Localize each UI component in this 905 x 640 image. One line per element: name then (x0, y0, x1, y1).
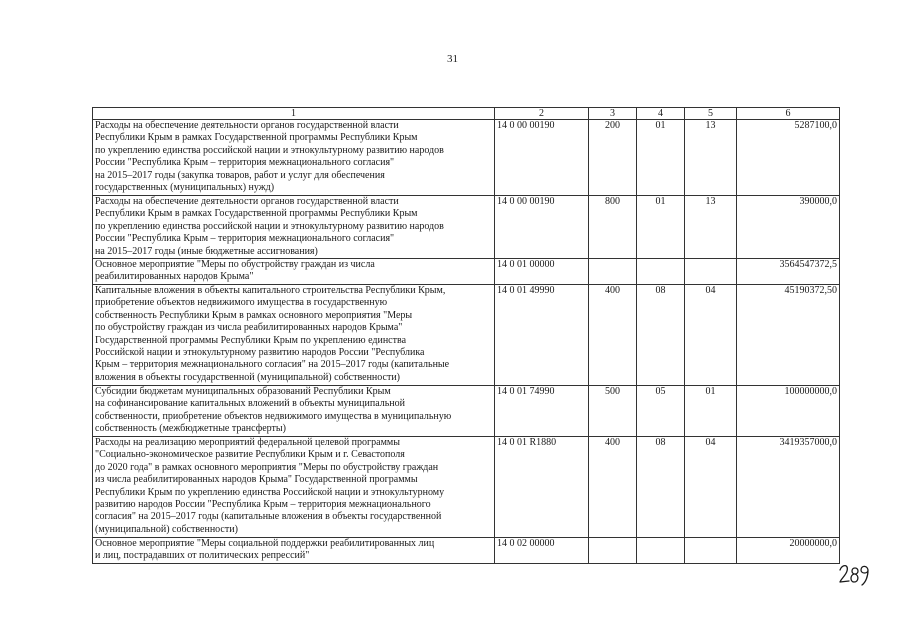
amount: 3419357000,0 (737, 437, 840, 538)
subsection: 13 (685, 120, 737, 196)
expense-type: 800 (589, 196, 637, 259)
section: 01 (637, 120, 685, 196)
amount: 3564547372,5 (737, 259, 840, 285)
target-article-code: 14 0 01 R1880 (495, 437, 589, 538)
amount: 390000,0 (737, 196, 840, 259)
handwritten-note (838, 561, 872, 587)
target-article-code: 14 0 01 74990 (495, 386, 589, 437)
table-row (93, 437, 840, 538)
section: 05 (637, 386, 685, 437)
expense-type: 400 (589, 285, 637, 386)
row-description: Расходы на обеспечение деятельности органов государственной власти Республики Крым в рамках Государственной программы Республики Крым по укреплению единства российской нации и этнокультурному развитию народов России "Республика Крым – территория межнационального согласия" на 2015–2017 годы (иные бюджетные ассигнования) (93, 196, 495, 259)
row-description: Капитальные вложения в объекты капитального строительства Республики Крым, приобретение объектов недвижимого имущества в государственную собственность Республики Крым в рамках основного мероприятия "Меры по обустройству граждан из числа реабилитированных народов Крыма" Государственной программы Республики Крым по укреплению единства Российской нации и этнокультурному развитию народов России "Республика Крым – территория межнационального согласия" на 2015–2017 годы (капитальные вложения в объекты государственной (муниципальной) собственности) (93, 285, 495, 386)
header-cell-6: 6 (737, 108, 840, 120)
target-article-code: 14 0 00 00190 (495, 196, 589, 259)
row-description: Основное мероприятие "Меры социальной поддержки реабилитированных лиц и лиц, пострадавших от политических репрессий" (93, 538, 495, 564)
row-description: Расходы на обеспечение деятельности органов государственной власти Республики Крым в рамках Государственной программы Республики Крым по укреплению единства российской нации и этнокультурному развитию народов России "Республика Крым – территория межнационального согласия" на 2015–2017 годы (закупка товаров, работ и услуг для обеспечения государственных (муниципальных) нужд) (93, 120, 495, 196)
row-description: Основное мероприятие "Меры по обустройству граждан из числа реабилитированных народов Крыма" (93, 259, 495, 285)
amount: 20000000,0 (737, 538, 840, 564)
section: 08 (637, 437, 685, 538)
header-cell-5: 5 (685, 108, 737, 120)
target-article-code: 14 0 00 00190 (495, 120, 589, 196)
table-header-row (93, 108, 840, 120)
subsection (685, 538, 737, 564)
amount: 100000000,0 (737, 386, 840, 437)
table-row (93, 120, 840, 196)
subsection: 01 (685, 386, 737, 437)
header-cell-3: 3 (589, 108, 637, 120)
expense-type: 400 (589, 437, 637, 538)
table-row (93, 196, 840, 259)
target-article-code: 14 0 01 00000 (495, 259, 589, 285)
subsection: 13 (685, 196, 737, 259)
budget-table (92, 107, 840, 564)
header-cell-4: 4 (637, 108, 685, 120)
table-row (93, 285, 840, 386)
expense-type: 200 (589, 120, 637, 196)
section (637, 259, 685, 285)
table-row (93, 538, 840, 564)
section: 01 (637, 196, 685, 259)
section: 08 (637, 285, 685, 386)
row-description: Расходы на реализацию мероприятий федеральной целевой программы "Социально-экономическое развитие Республики Крым и г. Севастополя до 2020 года" в рамках основного мероприятия "Меры по обустройству граждан из числа реабилитированных народов Крыма" Государственной программы Республики Крым по укреплению единства Российской нации и этнокультурному развитию народов России "Республика Крым – территория межнационального согласия" на 2015–2017 годы (капитальные вложения в объекты государственной (муниципальной) собственности) (93, 437, 495, 538)
amount: 45190372,50 (737, 285, 840, 386)
section (637, 538, 685, 564)
header-cell-1: 1 (93, 108, 495, 120)
expense-type (589, 259, 637, 285)
subsection: 04 (685, 285, 737, 386)
expense-type: 500 (589, 386, 637, 437)
expense-type (589, 538, 637, 564)
table-row (93, 259, 840, 285)
table-row (93, 386, 840, 437)
target-article-code: 14 0 02 00000 (495, 538, 589, 564)
handwritten-note-drawing (838, 561, 872, 587)
header-cell-2: 2 (495, 108, 589, 120)
amount: 5287100,0 (737, 120, 840, 196)
row-description: Субсидии бюджетам муниципальных образований Республики Крым на софинансирование капитальных вложений в объекты муниципальной собственности, приобретение объектов недвижимого имущества в муниципальную собственность (межбюджетные трансферты) (93, 386, 495, 437)
target-article-code: 14 0 01 49990 (495, 285, 589, 386)
subsection: 04 (685, 437, 737, 538)
page-number: 31 (447, 53, 458, 65)
subsection (685, 259, 737, 285)
